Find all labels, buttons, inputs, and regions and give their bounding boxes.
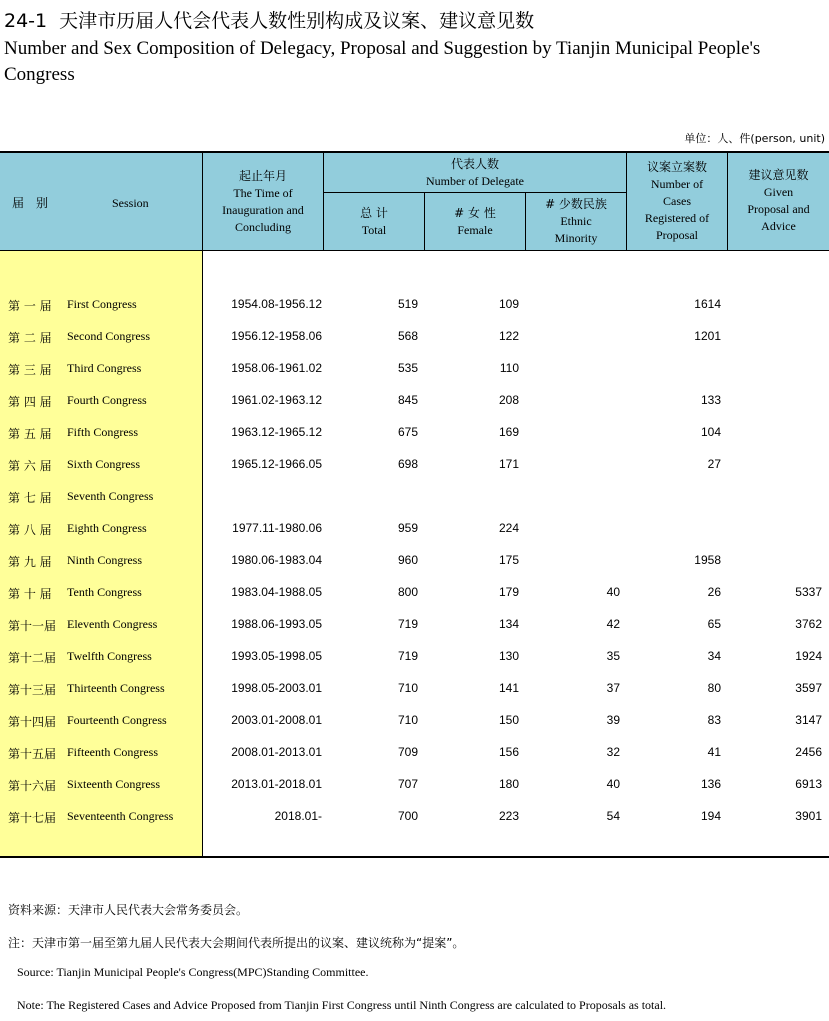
time-cell: 2003.01-2008.01 bbox=[231, 713, 322, 727]
advice-cell: 3762 bbox=[795, 617, 822, 631]
female-cell: 110 bbox=[499, 361, 519, 375]
table-row bbox=[0, 705, 829, 737]
advice-cell: 3147 bbox=[795, 713, 822, 727]
session-cn: 第 四 届 bbox=[8, 395, 52, 409]
footnote-en: Note: The Registered Cases and Advice Proposed from Tianjin First Congress until Ninth Congress are calculated to Proposals as total. bbox=[17, 998, 667, 1012]
time-cell: 1963.12-1965.12 bbox=[231, 425, 322, 439]
header-delegate-en: Number of Delegate bbox=[426, 173, 524, 188]
ethnic-cell: 40 bbox=[606, 777, 620, 791]
session-cn: 第十四届 bbox=[8, 715, 57, 729]
session-cn: 第十二届 bbox=[8, 651, 57, 665]
proposal-cell: 41 bbox=[707, 745, 721, 759]
header-time-en: The Time of Inauguration and Concluding bbox=[222, 185, 304, 234]
session-en: Second Congress bbox=[67, 329, 150, 343]
total-cell: 675 bbox=[397, 425, 418, 439]
header-session-en: Session bbox=[112, 196, 149, 210]
table-row bbox=[0, 417, 829, 449]
total-cell: 845 bbox=[397, 393, 418, 407]
total-cell: 709 bbox=[397, 745, 418, 759]
ethnic-cell: 37 bbox=[606, 681, 620, 695]
table-row bbox=[0, 385, 829, 417]
female-cell: 122 bbox=[498, 329, 519, 343]
title-chinese-text: 天津市历届人代会代表人数性别构成及议案、建议意见数 bbox=[59, 10, 535, 32]
female-cell: 180 bbox=[498, 777, 519, 791]
proposal-cell: 65 bbox=[707, 617, 721, 631]
table-row bbox=[0, 481, 829, 513]
female-cell: 134 bbox=[498, 617, 519, 631]
source-note-cn: 资料来源：天津市人民代表大会常务委员会。 bbox=[8, 903, 249, 917]
ethnic-cell: 54 bbox=[606, 809, 620, 823]
footnote-cn: 注：天津市第一届至第九届人民代表大会期间代表所提出的议案、建议统称为“提案”。 bbox=[8, 936, 465, 950]
proposal-cell: 104 bbox=[700, 425, 721, 439]
header-advice-cn: 建议意见数 bbox=[748, 168, 809, 182]
header-delegate-top bbox=[324, 153, 626, 193]
header-female bbox=[425, 193, 526, 250]
session-en: Fifth Congress bbox=[67, 425, 139, 439]
ethnic-cell: 42 bbox=[606, 617, 620, 631]
time-cell: 2013.01-2018.01 bbox=[231, 777, 322, 791]
page-title-chinese bbox=[4, 6, 534, 33]
session-cn: 第 十 届 bbox=[8, 587, 52, 601]
session-cn: 第 五 届 bbox=[8, 427, 52, 441]
session-cn: 第 七 届 bbox=[8, 491, 52, 505]
proposal-cell: 136 bbox=[700, 777, 721, 791]
session-en: Eleventh Congress bbox=[67, 617, 158, 631]
header-proposal-en: Number of Cases Registered of Proposal bbox=[644, 177, 710, 242]
session-en: Fourth Congress bbox=[67, 393, 147, 407]
header-time-cn: 起止年月 bbox=[238, 168, 287, 183]
header-proposal bbox=[627, 153, 728, 250]
time-cell: 1998.05-2003.01 bbox=[231, 681, 322, 695]
header-advice bbox=[728, 153, 829, 250]
table-row bbox=[0, 641, 829, 673]
time-cell: 1993.05-1998.05 bbox=[231, 649, 322, 663]
time-cell: 1954.08-1956.12 bbox=[231, 297, 322, 311]
source-note-en: Source: Tianjin Municipal People's Congress(MPC)Standing Committee. bbox=[17, 965, 369, 979]
proposal-cell: 1201 bbox=[694, 329, 721, 343]
session-cn: 第十一届 bbox=[8, 619, 57, 633]
ethnic-cell: 40 bbox=[606, 585, 620, 599]
table-row bbox=[0, 353, 829, 385]
total-cell: 568 bbox=[397, 329, 418, 343]
header-ethnic bbox=[526, 193, 626, 250]
total-cell: 710 bbox=[397, 713, 418, 727]
female-cell: 169 bbox=[498, 425, 519, 439]
table-row bbox=[0, 737, 829, 769]
advice-cell: 3901 bbox=[795, 809, 822, 823]
total-cell: 719 bbox=[397, 617, 418, 631]
total-cell: 700 bbox=[397, 809, 418, 823]
header-ethnic-cn: # 少数民族 bbox=[545, 197, 607, 211]
header-session-cn: 届 别 bbox=[12, 196, 49, 210]
session-en: Sixth Congress bbox=[67, 457, 141, 471]
header-advice-en: Given Proposal and Advice bbox=[747, 185, 810, 233]
total-cell: 960 bbox=[397, 553, 418, 567]
total-cell: 535 bbox=[397, 361, 418, 375]
header-ethnic-en: Ethnic Minority bbox=[554, 214, 598, 245]
header-delegate-group bbox=[324, 153, 627, 250]
table-row bbox=[0, 321, 829, 353]
session-en: Sixteenth Congress bbox=[67, 777, 160, 791]
proposal-cell: 80 bbox=[707, 681, 721, 695]
time-cell: 1958.06-1961.02 bbox=[231, 361, 322, 375]
session-en: Seventeenth Congress bbox=[67, 809, 174, 823]
session-en: Seventh Congress bbox=[67, 489, 154, 503]
female-cell: 179 bbox=[498, 585, 519, 599]
session-cn: 第 一 届 bbox=[8, 299, 52, 313]
total-cell: 519 bbox=[397, 297, 418, 311]
time-cell: 2018.01- bbox=[274, 809, 322, 823]
female-cell: 171 bbox=[498, 457, 519, 471]
total-cell: 959 bbox=[397, 521, 418, 535]
session-cn: 第十六届 bbox=[8, 779, 57, 793]
session-en: Ninth Congress bbox=[67, 553, 142, 567]
header-proposal-cn: 议案立案数 bbox=[646, 160, 707, 174]
time-cell: 1965.12-1966.05 bbox=[231, 457, 322, 471]
header-total bbox=[324, 193, 425, 250]
table-row bbox=[0, 289, 829, 321]
female-cell: 208 bbox=[498, 393, 519, 407]
session-en: Fourteenth Congress bbox=[67, 713, 167, 727]
time-cell: 1977.11-1980.06 bbox=[232, 521, 322, 535]
header-total-cn: 总 计 bbox=[360, 205, 388, 220]
table-row bbox=[0, 801, 829, 833]
female-cell: 141 bbox=[498, 681, 519, 695]
time-cell: 2008.01-2013.01 bbox=[231, 745, 322, 759]
female-cell: 150 bbox=[498, 713, 519, 727]
female-cell: 156 bbox=[498, 745, 519, 759]
session-cn: 第 二 届 bbox=[8, 331, 52, 345]
session-cn: 第十七届 bbox=[8, 811, 57, 825]
total-cell: 698 bbox=[397, 457, 418, 471]
table-row bbox=[0, 769, 829, 801]
advice-cell: 2456 bbox=[795, 745, 822, 759]
total-cell: 707 bbox=[397, 777, 418, 791]
session-cn: 第十五届 bbox=[8, 747, 57, 761]
table-row bbox=[0, 609, 829, 641]
advice-cell: 3597 bbox=[795, 681, 822, 695]
table-row bbox=[0, 449, 829, 481]
advice-cell: 6913 bbox=[795, 777, 822, 791]
total-cell: 719 bbox=[397, 649, 418, 663]
ethnic-cell: 32 bbox=[606, 745, 620, 759]
page-title-english: Number and Sex Composition of Delegacy, Proposal and Suggestion by Tianjin Municipal People's Congress bbox=[4, 38, 761, 85]
header-delegate-subcols bbox=[324, 193, 626, 250]
proposal-cell: 1614 bbox=[694, 297, 721, 311]
total-cell: 800 bbox=[397, 585, 418, 599]
total-cell: 710 bbox=[397, 681, 418, 695]
session-en: First Congress bbox=[67, 297, 137, 311]
session-cn: 第 九 届 bbox=[8, 555, 52, 569]
table-header bbox=[0, 151, 829, 251]
table-row bbox=[0, 513, 829, 545]
session-cn: 第 八 届 bbox=[8, 523, 52, 537]
time-cell: 1961.02-1963.12 bbox=[231, 393, 322, 407]
proposal-cell: 194 bbox=[700, 809, 721, 823]
session-en: Tenth Congress bbox=[67, 585, 142, 599]
time-cell: 1988.06-1993.05 bbox=[231, 617, 322, 631]
time-cell: 1980.06-1983.04 bbox=[231, 553, 322, 567]
ethnic-cell: 35 bbox=[606, 649, 620, 663]
session-cn: 第 三 届 bbox=[8, 363, 52, 377]
ethnic-cell: 39 bbox=[606, 713, 620, 727]
session-en: Thirteenth Congress bbox=[67, 681, 165, 695]
session-en: Third Congress bbox=[67, 361, 142, 375]
session-cn: 第十三届 bbox=[8, 683, 57, 697]
header-female-cn: # 女 性 bbox=[454, 205, 496, 220]
session-en: Twelfth Congress bbox=[67, 649, 152, 663]
female-cell: 224 bbox=[498, 521, 519, 535]
proposal-cell: 83 bbox=[707, 713, 721, 727]
table-row bbox=[0, 673, 829, 705]
female-cell: 175 bbox=[498, 553, 519, 567]
table-number: 24-1 bbox=[4, 10, 48, 32]
header-session bbox=[0, 153, 203, 250]
session-en: Fifteenth Congress bbox=[67, 745, 158, 759]
header-delegate-cn: 代表人数 bbox=[450, 156, 499, 171]
session-en: Eighth Congress bbox=[67, 521, 147, 535]
unit-label: 单位：人、件(person, unit) bbox=[684, 132, 825, 145]
header-female-en: Female bbox=[457, 222, 493, 237]
advice-cell: 5337 bbox=[795, 585, 822, 599]
session-cn: 第 六 届 bbox=[8, 459, 52, 473]
proposal-cell: 34 bbox=[707, 649, 721, 663]
time-cell: 1983.04-1988.05 bbox=[231, 585, 322, 599]
proposal-cell: 26 bbox=[707, 585, 721, 599]
table-row bbox=[0, 545, 829, 577]
header-total-en: Total bbox=[361, 222, 387, 237]
female-cell: 130 bbox=[498, 649, 519, 663]
header-time bbox=[203, 153, 324, 250]
female-cell: 109 bbox=[498, 297, 519, 311]
table-row bbox=[0, 577, 829, 609]
female-cell: 223 bbox=[498, 809, 519, 823]
proposal-cell: 133 bbox=[700, 393, 721, 407]
proposal-cell: 27 bbox=[707, 457, 721, 471]
proposal-cell: 1958 bbox=[694, 553, 721, 567]
advice-cell: 1924 bbox=[795, 649, 822, 663]
table-body bbox=[0, 251, 829, 858]
time-cell: 1956.12-1958.06 bbox=[231, 329, 322, 343]
